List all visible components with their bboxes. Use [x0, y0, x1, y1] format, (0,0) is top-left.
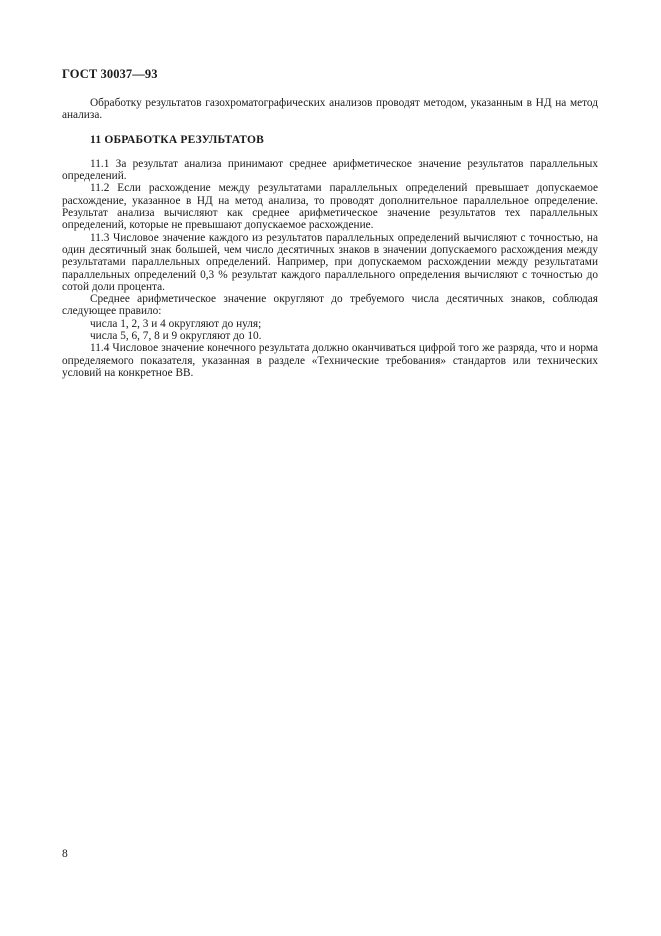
- paragraph-11-4: 11.4 Числовое значение конечного результата должно оканчиваться цифрой того же разряда, что и норма определяемого показателя, указанная в разделе «Технические требования» стандартов или технических условий на конкретное ВВ.: [62, 342, 598, 379]
- paragraph-11-3: 11.3 Числовое значение каждого из результатов параллельных определений вычисляют с точностью, на один десятичный знак большей, чем число десятичных знаков в значении допускаемого расхождения между результатами параллельных определений. Например, при допускаемом расхождении между результатами параллельных определений 0,3 % результат каждого параллельного определения вычисляют с точностью до сотой доли процента.: [62, 231, 598, 293]
- page-number: 8: [62, 848, 68, 860]
- document-body: [62, 97, 598, 379]
- paragraph-11-2: 11.2 Если расхождение между результатами параллельных определений превышает допускаемое расхождение, указанное в НД на метод анализа, то проводят дополнительное параллельное определение. Результат анализа вычисляют как среднее арифметическое значение результатов тех параллельных определений, которые не превышают допускаемое расхождение.: [62, 182, 598, 232]
- rounding-rule-item: числа 1, 2, 3 и 4 округляют до нуля;: [90, 317, 262, 330]
- section-heading: 11 ОБРАБОТКА РЕЗУЛЬТАТОВ: [90, 133, 264, 146]
- paragraph-11-1: 11.1 За результат анализа принимают среднее арифметическое значение результатов параллельных определений.: [62, 157, 598, 183]
- rounding-rule-paragraph: Среднее арифметическое значение округляют до требуемого числа десятичных знаков, соблюдая следующее правило:: [62, 293, 598, 318]
- intro-paragraph: Обработку результатов газохроматографических анализов проводят методом, указанным в НД на метод анализа.: [62, 97, 598, 122]
- document-code: ГОСТ 30037—93: [62, 67, 158, 81]
- rounding-rule-item: числа 5, 6, 7, 8 и 9 округляют до 10.: [90, 330, 262, 343]
